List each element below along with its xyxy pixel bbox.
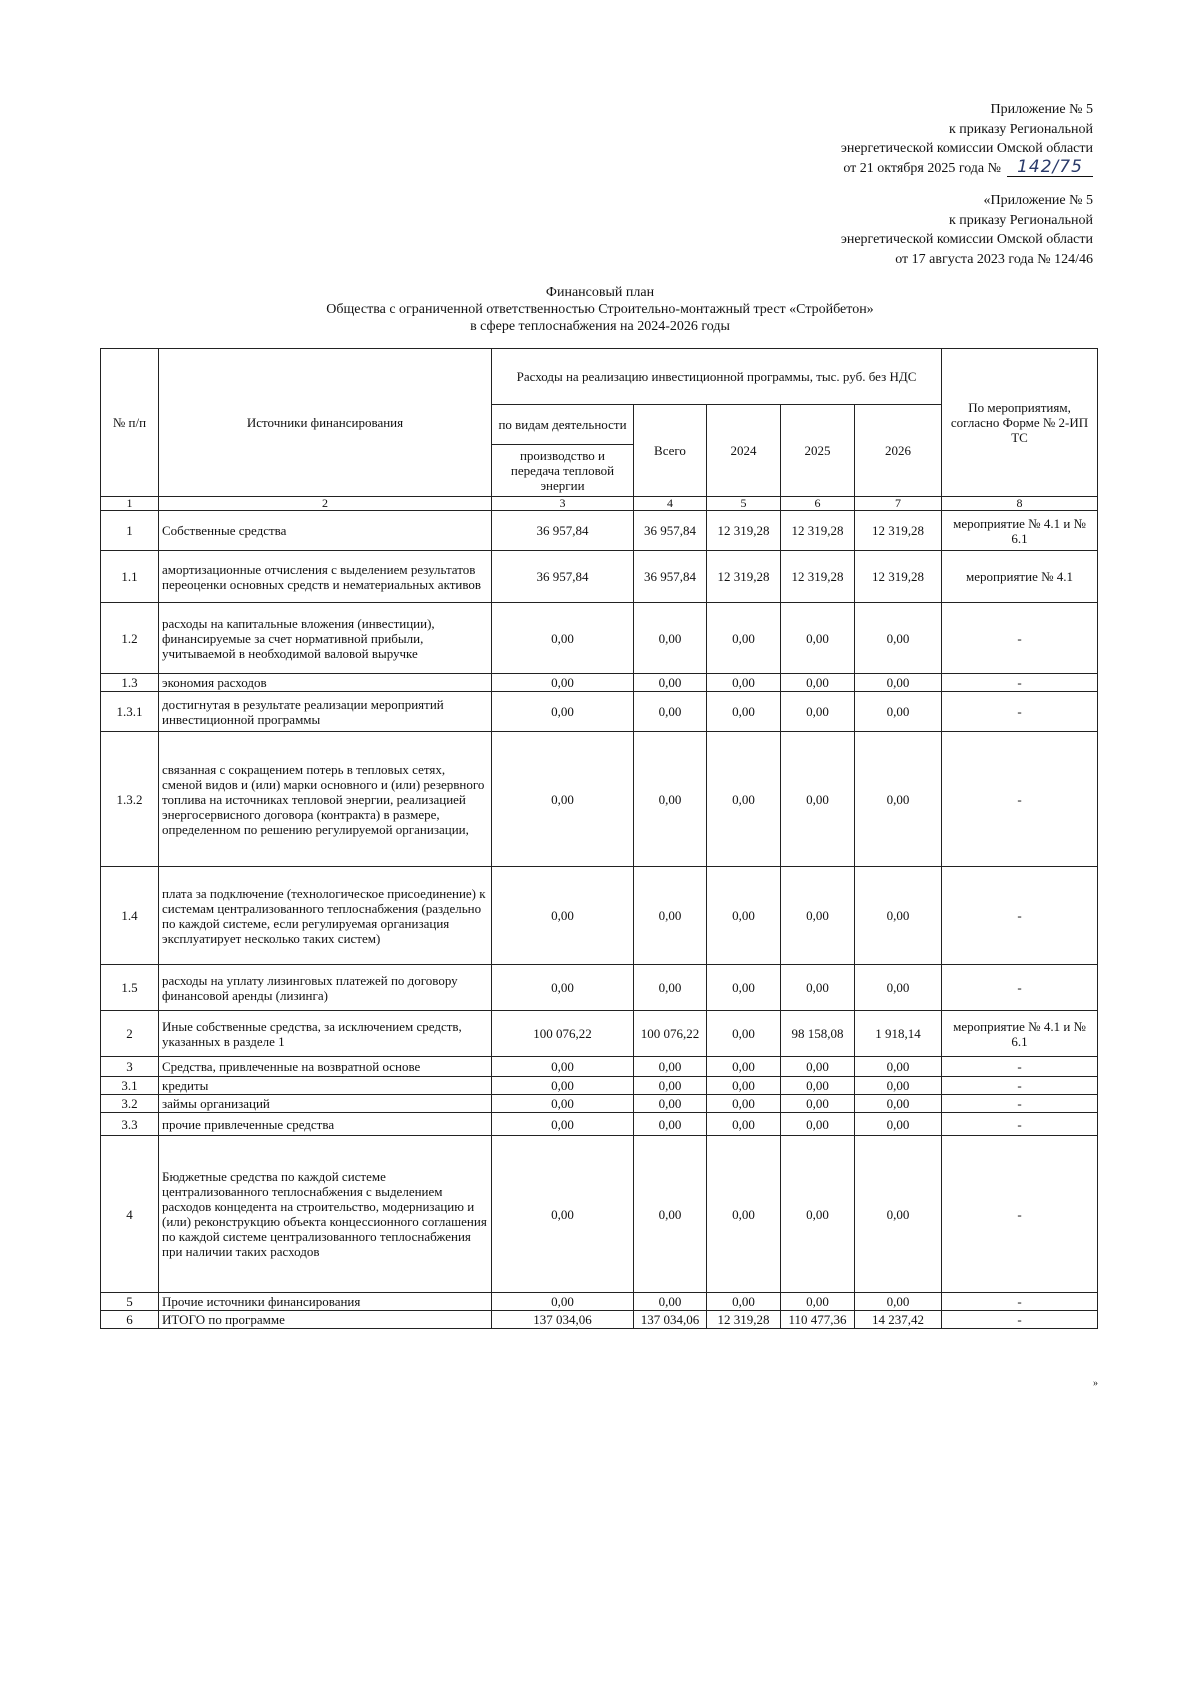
row-number: 1.3.1: [101, 692, 159, 732]
value-2025: 98 158,08: [781, 1011, 855, 1057]
value-2024: 0,00: [707, 1113, 781, 1136]
value-2024: 0,00: [707, 732, 781, 867]
value-2026: 0,00: [855, 1095, 942, 1113]
value-2025: 0,00: [781, 1136, 855, 1293]
measure-ref: -: [942, 1311, 1098, 1329]
table-row: [101, 867, 1098, 965]
value-2025: 0,00: [781, 1113, 855, 1136]
funding-source: Бюджетные средства по каждой системе централизованного теплоснабжения с выделением расходов концедента на строительство, модернизацию и (или) реконструкцию объекта концессионного соглашения по каждой системе централизованного теплоснабжения при наличии таких расходов: [159, 1136, 492, 1293]
row-number: 3: [101, 1057, 159, 1077]
funding-source: Собственные средства: [159, 511, 492, 551]
value-2025: 0,00: [781, 1293, 855, 1311]
production-value: 0,00: [492, 1057, 634, 1077]
production-value: 0,00: [492, 1113, 634, 1136]
measure-ref: -: [942, 1095, 1098, 1113]
table-row: [101, 1077, 1098, 1095]
measure-ref: -: [942, 692, 1098, 732]
value-2024: 0,00: [707, 1077, 781, 1095]
row-number: 1.1: [101, 551, 159, 603]
total-value: 0,00: [634, 1136, 707, 1293]
appendix-stamp-new: [841, 100, 1093, 178]
value-2026: 0,00: [855, 603, 942, 674]
funding-source: займы организаций: [159, 1095, 492, 1113]
row-number: 1: [101, 511, 159, 551]
total-value: 137 034,06: [634, 1311, 707, 1329]
production-value: 0,00: [492, 965, 634, 1011]
stamp-date-line: [841, 156, 1093, 179]
production-value: 100 076,22: [492, 1011, 634, 1057]
total-value: 0,00: [634, 1293, 707, 1311]
measure-ref: мероприятие № 4.1 и № 6.1: [942, 1011, 1098, 1057]
row-number: 3.2: [101, 1095, 159, 1113]
table-row: [101, 1293, 1098, 1311]
value-2024: 0,00: [707, 603, 781, 674]
header-2025: 2025: [781, 405, 855, 497]
value-2026: 0,00: [855, 965, 942, 1011]
value-2024: 0,00: [707, 1095, 781, 1113]
production-value: 0,00: [492, 1293, 634, 1311]
table-row: [101, 1311, 1098, 1329]
production-value: 0,00: [492, 1136, 634, 1293]
measure-ref: мероприятие № 4.1: [942, 551, 1098, 603]
row-number: 2: [101, 1011, 159, 1057]
stamp-line: энергетической комиссии Омской области: [840, 141, 1093, 156]
value-2025: 0,00: [781, 603, 855, 674]
row-number: 5: [101, 1293, 159, 1311]
total-value: 36 957,84: [634, 511, 707, 551]
measure-ref: -: [942, 1057, 1098, 1077]
header-source: Источники финансирования: [159, 349, 492, 497]
row-number: 3.1: [101, 1077, 159, 1095]
funding-source: расходы на уплату лизинговых платежей по договору финансовой аренды (лизинга): [159, 965, 492, 1011]
header-measures: По мероприятиям, согласно Форме № 2-ИП ТС: [942, 349, 1098, 497]
value-2026: 12 319,28: [855, 511, 942, 551]
measure-ref: -: [942, 603, 1098, 674]
total-value: 0,00: [634, 603, 707, 674]
total-value: 0,00: [634, 1057, 707, 1077]
value-2026: 0,00: [855, 1136, 942, 1293]
column-index: 2: [159, 497, 492, 511]
production-value: 0,00: [492, 603, 634, 674]
value-2026: 0,00: [855, 1113, 942, 1136]
column-index: 5: [707, 497, 781, 511]
value-2026: 12 319,28: [855, 551, 942, 603]
value-2026: 0,00: [855, 1057, 942, 1077]
value-2025: 0,00: [781, 1077, 855, 1095]
total-value: 100 076,22: [634, 1011, 707, 1057]
stamp-date-text: от 21 октября 2025 года №: [843, 160, 1001, 176]
value-2024: 12 319,28: [707, 551, 781, 603]
value-2025: 0,00: [781, 732, 855, 867]
header-by-activity: по видам деятельности: [492, 405, 634, 445]
funding-source: ИТОГО по программе: [159, 1311, 492, 1329]
stamp-line: от 17 августа 2023 года № 124/46: [895, 251, 1093, 267]
value-2024: 0,00: [707, 1057, 781, 1077]
value-2025: 0,00: [781, 965, 855, 1011]
value-2026: 14 237,42: [855, 1311, 942, 1329]
value-2024: 0,00: [707, 1136, 781, 1293]
total-value: 0,00: [634, 867, 707, 965]
table-row: [101, 1113, 1098, 1136]
funding-source: достигнутая в результате реализации мероприятий инвестиционной программы: [159, 692, 492, 732]
row-number: 1.5: [101, 965, 159, 1011]
value-2024: 12 319,28: [707, 511, 781, 551]
funding-source: Иные собственные средства, за исключением средств, указанных в разделе 1: [159, 1011, 492, 1057]
column-index: 7: [855, 497, 942, 511]
value-2026: 0,00: [855, 1293, 942, 1311]
production-value: 0,00: [492, 1077, 634, 1095]
value-2026: 1 918,14: [855, 1011, 942, 1057]
financial-plan-table-wrapper: [100, 348, 1097, 1329]
title-line: в сфере теплоснабжения на 2024-2026 годы: [470, 319, 730, 334]
financial-plan-table: [100, 348, 1098, 1329]
column-index: 4: [634, 497, 707, 511]
table-row: [101, 1136, 1098, 1293]
appendix-stamp-old: [841, 191, 1093, 269]
funding-source: Прочие источники финансирования: [159, 1293, 492, 1311]
value-2024: 0,00: [707, 692, 781, 732]
header-2024: 2024: [707, 405, 781, 497]
stamp-line: «Приложение № 5: [983, 193, 1093, 208]
header-expenses: Расходы на реализацию инвестиционной программы, тыс. руб. без НДС: [492, 349, 942, 405]
value-2026: 0,00: [855, 867, 942, 965]
measure-ref: -: [942, 732, 1098, 867]
value-2026: 0,00: [855, 674, 942, 692]
measure-ref: -: [942, 965, 1098, 1011]
total-value: 36 957,84: [634, 551, 707, 603]
production-value: 36 957,84: [492, 511, 634, 551]
row-number: 6: [101, 1311, 159, 1329]
production-value: 0,00: [492, 674, 634, 692]
row-number: 1.3.2: [101, 732, 159, 867]
value-2025: 0,00: [781, 1095, 855, 1113]
funding-source: Средства, привлеченные на возвратной основе: [159, 1057, 492, 1077]
column-index: 3: [492, 497, 634, 511]
value-2025: 12 319,28: [781, 511, 855, 551]
header-2026: 2026: [855, 405, 942, 497]
handwritten-order-number: 142/75: [1007, 159, 1093, 177]
value-2024: 0,00: [707, 867, 781, 965]
value-2026: 0,00: [855, 1077, 942, 1095]
value-2024: 12 319,28: [707, 1311, 781, 1329]
production-value: 0,00: [492, 692, 634, 732]
total-value: 0,00: [634, 674, 707, 692]
closing-quote: »: [1093, 1378, 1098, 1389]
total-value: 0,00: [634, 1077, 707, 1095]
stamp-line: энергетической комиссии Омской области: [840, 232, 1093, 247]
production-value: 0,00: [492, 732, 634, 867]
measure-ref: -: [942, 867, 1098, 965]
funding-source: экономия расходов: [159, 674, 492, 692]
row-number: 4: [101, 1136, 159, 1293]
stamp-line: к приказу Региональной: [948, 212, 1093, 228]
row-number: 1.4: [101, 867, 159, 965]
total-value: 0,00: [634, 732, 707, 867]
value-2025: 110 477,36: [781, 1311, 855, 1329]
stamp-line: к приказу Региональной: [948, 121, 1093, 137]
value-2025: 12 319,28: [781, 551, 855, 603]
funding-source: связанная с сокращением потерь в тепловых сетях, сменой видов и (или) марки основного и (или) резервного топлива на источниках тепловой энергии, реализацией энергосервисного договора (контракта) в размере, определенном по решению регулируемой организации,: [159, 732, 492, 867]
measure-ref: -: [942, 674, 1098, 692]
measure-ref: мероприятие № 4.1 и № 6.1: [942, 511, 1098, 551]
total-value: 0,00: [634, 692, 707, 732]
stamp-line: Приложение № 5: [990, 102, 1093, 117]
title-line: Финансовый план: [545, 285, 655, 300]
column-index: 6: [781, 497, 855, 511]
table-row: [101, 1011, 1098, 1057]
funding-source: кредиты: [159, 1077, 492, 1095]
table-row: [101, 692, 1098, 732]
table-row: [101, 674, 1098, 692]
row-number: 1.2: [101, 603, 159, 674]
value-2024: 0,00: [707, 965, 781, 1011]
production-value: 0,00: [492, 1095, 634, 1113]
header-total: Всего: [634, 405, 707, 497]
table-row: [101, 511, 1098, 551]
production-value: 0,00: [492, 867, 634, 965]
table-row: [101, 1095, 1098, 1113]
value-2026: 0,00: [855, 692, 942, 732]
column-index: 8: [942, 497, 1098, 511]
column-index-row: [101, 497, 1098, 511]
production-value: 137 034,06: [492, 1311, 634, 1329]
measure-ref: -: [942, 1113, 1098, 1136]
document-title: [100, 284, 1100, 335]
value-2024: 0,00: [707, 1011, 781, 1057]
total-value: 0,00: [634, 1095, 707, 1113]
funding-source: расходы на капитальные вложения (инвестиции), финансируемые за счет нормативной прибыли, учитываемой в необходимой валовой выручке: [159, 603, 492, 674]
column-index: 1: [101, 497, 159, 511]
total-value: 0,00: [634, 1113, 707, 1136]
funding-source: плата за подключение (технологическое присоединение) к системам централизованного теплоснабжения (раздельно по каждой системе, если регулируемая организация эксплуатирует несколько таких систем): [159, 867, 492, 965]
title-line: Общества с ограниченной ответственностью Строительно-монтажный трест «Стройбетон»: [326, 302, 874, 317]
value-2026: 0,00: [855, 732, 942, 867]
table-row: [101, 965, 1098, 1011]
value-2025: 0,00: [781, 674, 855, 692]
funding-source: амортизационные отчисления с выделением результатов переоценки основных средств и нематериальных активов: [159, 551, 492, 603]
table-row: [101, 732, 1098, 867]
total-value: 0,00: [634, 965, 707, 1011]
header-num: № п/п: [101, 349, 159, 497]
measure-ref: -: [942, 1077, 1098, 1095]
production-value: 36 957,84: [492, 551, 634, 603]
row-number: 3.3: [101, 1113, 159, 1136]
measure-ref: -: [942, 1136, 1098, 1293]
header-production: производство и передача тепловой энергии: [492, 445, 634, 497]
row-number: 1.3: [101, 674, 159, 692]
value-2025: 0,00: [781, 1057, 855, 1077]
value-2025: 0,00: [781, 867, 855, 965]
funding-source: прочие привлеченные средства: [159, 1113, 492, 1136]
value-2024: 0,00: [707, 1293, 781, 1311]
table-row: [101, 1057, 1098, 1077]
value-2025: 0,00: [781, 692, 855, 732]
table-row: [101, 551, 1098, 603]
value-2024: 0,00: [707, 674, 781, 692]
table-row: [101, 603, 1098, 674]
measure-ref: -: [942, 1293, 1098, 1311]
